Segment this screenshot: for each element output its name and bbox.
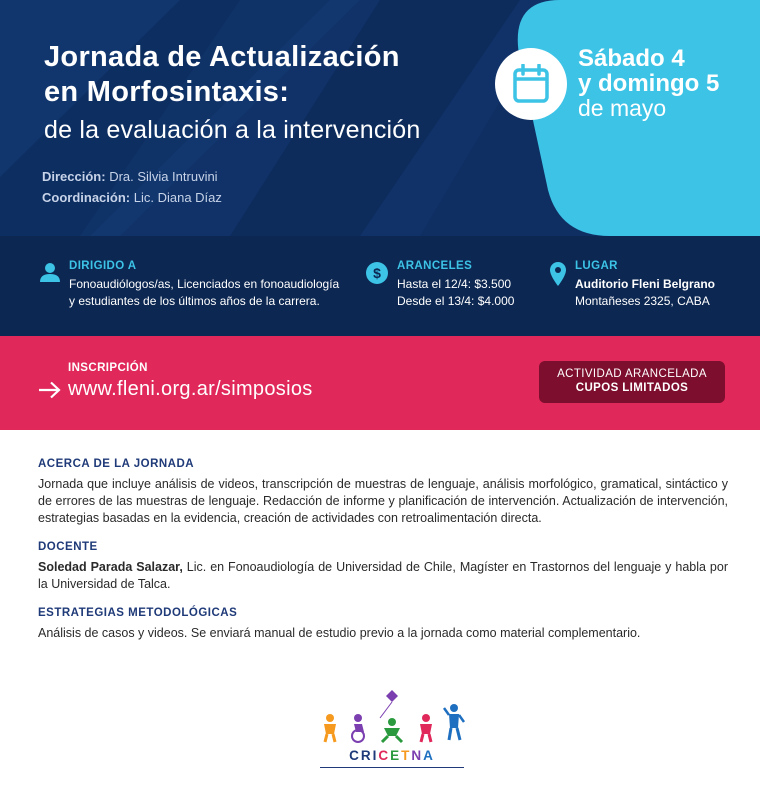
inscripcion-label: INSCRIPCIÓN xyxy=(68,362,148,374)
badge-line-2: CUPOS LIMITADOS xyxy=(575,382,689,394)
logo-part-n: N xyxy=(411,748,424,763)
inscripcion-bar xyxy=(0,336,760,430)
date-line-2: y domingo 5 xyxy=(578,70,720,97)
coordinacion-value: Lic. Diana Díaz xyxy=(133,190,222,205)
docente-description: Lic. en Fonoaudiología de Universidad de Chile, Magíster en Trastornos del lenguaje y habla por la Universidad de Talca. xyxy=(38,560,728,591)
docente-text xyxy=(38,559,728,593)
aranceles-line-2: Desde el 13/4: $4.000 xyxy=(397,294,515,308)
direccion-label: Dirección: xyxy=(42,169,106,184)
estrategias-heading: ESTRATEGIAS METODOLÓGICAS xyxy=(38,607,238,619)
dollar-icon xyxy=(366,262,388,284)
event-subtitle: de la evaluación a la intervención xyxy=(44,116,421,144)
direccion-value: Dra. Silvia Intruvini xyxy=(109,169,218,184)
direccion-row xyxy=(42,166,222,187)
title-line-1: Jornada de Actualización xyxy=(44,41,400,73)
dirigido-heading: DIRIGIDO A xyxy=(69,260,137,272)
event-title xyxy=(44,40,400,110)
dirigido-text xyxy=(69,276,339,310)
info-bar xyxy=(0,236,760,336)
logo-part-t: T xyxy=(401,748,412,763)
organizers xyxy=(42,166,222,208)
docente-name: Soledad Parada Salazar, xyxy=(38,560,183,574)
aranceles-heading: ARANCELES xyxy=(397,260,473,272)
lugar-heading: LUGAR xyxy=(575,260,618,272)
cupos-badge xyxy=(539,361,725,403)
content-body xyxy=(38,458,728,656)
acerca-section xyxy=(38,458,728,527)
acerca-heading: ACERCA DE LA JORNADA xyxy=(38,458,195,470)
date-line-3: de mayo xyxy=(578,95,667,121)
acerca-text: Jornada que incluye análisis de videos, transcripción de muestras de lenguaje, análisis morfológico, gramatical, sintáctico y de errores de las muestras de lenguaje. Redacción de informe y planificación de intervención. Actualización de intervención, estrategias basadas en la evidencia, creación de actividades con retroalimentación directa. xyxy=(38,477,728,525)
lugar-line-2: Montañeses 2325, CABA xyxy=(575,294,710,308)
lugar-line-1: Auditorio Fleni Belgrano xyxy=(575,277,715,291)
children-figures-icon xyxy=(318,688,466,746)
calendar-badge xyxy=(495,48,567,120)
logo-part-cri: CRI xyxy=(349,748,379,763)
estrategias-text: Análisis de casos y videos. Se enviará manual de estudio previo a la jornada como material complementario. xyxy=(38,626,641,640)
date-line-1: Sábado 4 xyxy=(578,45,685,72)
event-date xyxy=(578,46,719,121)
svg-text:$: $ xyxy=(373,265,381,281)
title-line-2: en Morfosintaxis: xyxy=(44,76,290,108)
person-icon xyxy=(40,262,60,282)
lugar-text xyxy=(575,276,715,310)
logo-wordmark xyxy=(318,748,466,763)
badge-line-1: ACTIVIDAD ARANCELADA xyxy=(557,368,707,380)
cricetna-logo xyxy=(318,688,466,772)
logo-part-e: E xyxy=(390,748,402,763)
docente-heading: DOCENTE xyxy=(38,541,98,553)
calendar-icon xyxy=(512,64,550,104)
aranceles-text xyxy=(397,276,514,310)
location-pin-icon xyxy=(550,262,566,286)
aranceles-line-1: Hasta el 12/4: $3.500 xyxy=(397,277,512,291)
dirigido-line-2: y estudiantes de los últimos años de la carrera. xyxy=(69,294,320,308)
coordinacion-label: Coordinación: xyxy=(42,190,131,205)
estrategias-section xyxy=(38,607,728,642)
header-banner xyxy=(0,0,760,236)
arrow-right-icon xyxy=(38,381,62,399)
docente-section xyxy=(38,541,728,593)
logo-part-a: A xyxy=(423,748,435,763)
logo-part-c: C xyxy=(378,748,391,763)
coordinacion-row xyxy=(42,187,222,208)
inscripcion-link[interactable]: www.fleni.org.ar/simposios xyxy=(68,378,313,400)
dirigido-line-1: Fonoaudiólogos/as, Licenciados en fonoaudiología xyxy=(69,277,340,291)
